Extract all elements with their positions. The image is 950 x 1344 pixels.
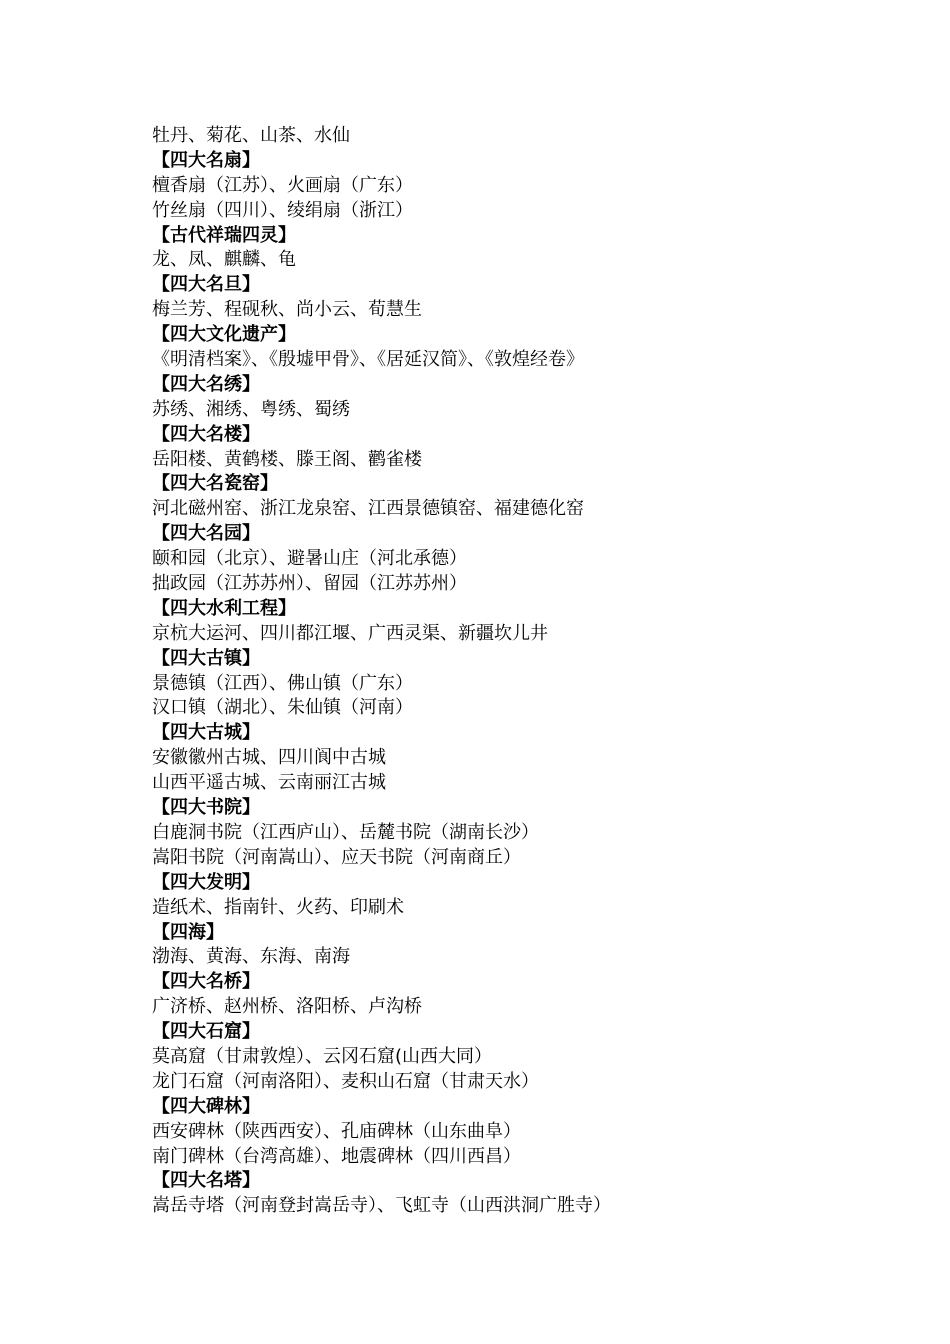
section-item-text: 广济桥、赵州桥、洛阳桥、卢沟桥: [152, 996, 422, 1018]
section-heading: 【四大古镇】: [152, 647, 260, 669]
section-item-text: 京杭大运河、四川都江堰、广西灵渠、新疆坎儿井: [152, 622, 548, 644]
section-heading: 【四大名塔】: [152, 1170, 260, 1192]
section-heading: 【四大名园】: [152, 523, 260, 545]
section-item-text: 嵩阳书院（河南嵩山）、应天书院（河南商丘）: [152, 846, 521, 868]
section-item-text: 嵩岳寺塔（河南登封嵩岳寺）、飞虹寺（山西洪洞广胜寺）: [152, 1195, 611, 1217]
section-heading: 【四大名瓷窑】: [152, 473, 278, 495]
section-item-text: 汉口镇（湖北）、朱仙镇（河南）: [152, 697, 413, 719]
section-item-text: 白鹿洞书院（江西庐山）、岳麓书院（湖南长沙）: [152, 821, 539, 843]
section-item-text: 龙门石窟（河南洛阳）、麦积山石窟（甘肃天水）: [152, 1070, 539, 1092]
section-heading: 【四大古城】: [152, 722, 260, 744]
section-item-text: 颐和园（北京）、避暑山庄（河北承德）: [152, 548, 467, 570]
section-heading: 【四大名桥】: [152, 971, 260, 993]
section-item-text: 龙、凤、麒麟、龟: [152, 249, 296, 271]
section-item-text: 苏绣、湘绣、粤绣、蜀绣: [152, 398, 350, 420]
section-item-text: 拙政园（江苏苏州）、留园（江苏苏州）: [152, 573, 467, 595]
section-heading: 【四大碑林】: [152, 1095, 260, 1117]
section-item-text: 莫高窟（甘肃敦煌）、云冈石窟(山西大同）: [152, 1045, 493, 1067]
section-heading: 【古代祥瑞四灵】: [152, 224, 296, 246]
section-heading: 【四大名旦】: [152, 274, 260, 296]
section-heading: 【四大名楼】: [152, 423, 260, 445]
section-item-text: 南门碑林（台湾高雄）、地震碑林（四川西昌）: [152, 1145, 521, 1167]
section-item-text: 造纸术、指南针、火药、印刷术: [152, 896, 404, 918]
section-item-text: 檀香扇（江苏）、火画扇（广东）: [152, 174, 413, 196]
section-heading: 【四大水利工程】: [152, 597, 296, 619]
section-item-text: 西安碑林（陕西西安）、孔庙碑林（山东曲阜）: [152, 1120, 521, 1142]
section-item-text: 山西平遥古城、云南丽江古城: [152, 772, 386, 794]
section-heading: 【四大文化遗产】: [152, 324, 296, 346]
section-item-text: 景德镇（江西）、佛山镇（广东）: [152, 672, 413, 694]
document-page: [152, 124, 912, 1219]
section-item-text: 《明清档案》、《殷墟甲骨》、《居延汉简》、《敦煌经卷》: [152, 349, 584, 371]
section-item-text: 岳阳楼、黄鹤楼、滕王阁、鹳雀楼: [152, 448, 422, 470]
section-item-text: 牡丹、菊花、山茶、水仙: [152, 125, 350, 146]
section-item-text: 竹丝扇（四川）、绫绢扇（浙江）: [152, 199, 413, 221]
section-heading: 【四大名扇】: [152, 149, 260, 171]
section-item-text: 安徽徽州古城、四川阆中古城: [152, 747, 386, 769]
section-item-text: 河北磁州窑、浙江龙泉窑、江西景德镇窑、福建德化窑: [152, 498, 584, 520]
section-item-text: 渤海、黄海、东海、南海: [152, 946, 350, 968]
section-heading: 【四大名绣】: [152, 373, 260, 395]
section-heading: 【四海】: [152, 921, 224, 943]
section-heading: 【四大发明】: [152, 871, 260, 893]
section-heading: 【四大石窟】: [152, 1021, 260, 1043]
section-item-text: 梅兰芳、程砚秋、尚小云、荀慧生: [152, 299, 422, 321]
section-heading: 【四大书院】: [152, 797, 260, 819]
